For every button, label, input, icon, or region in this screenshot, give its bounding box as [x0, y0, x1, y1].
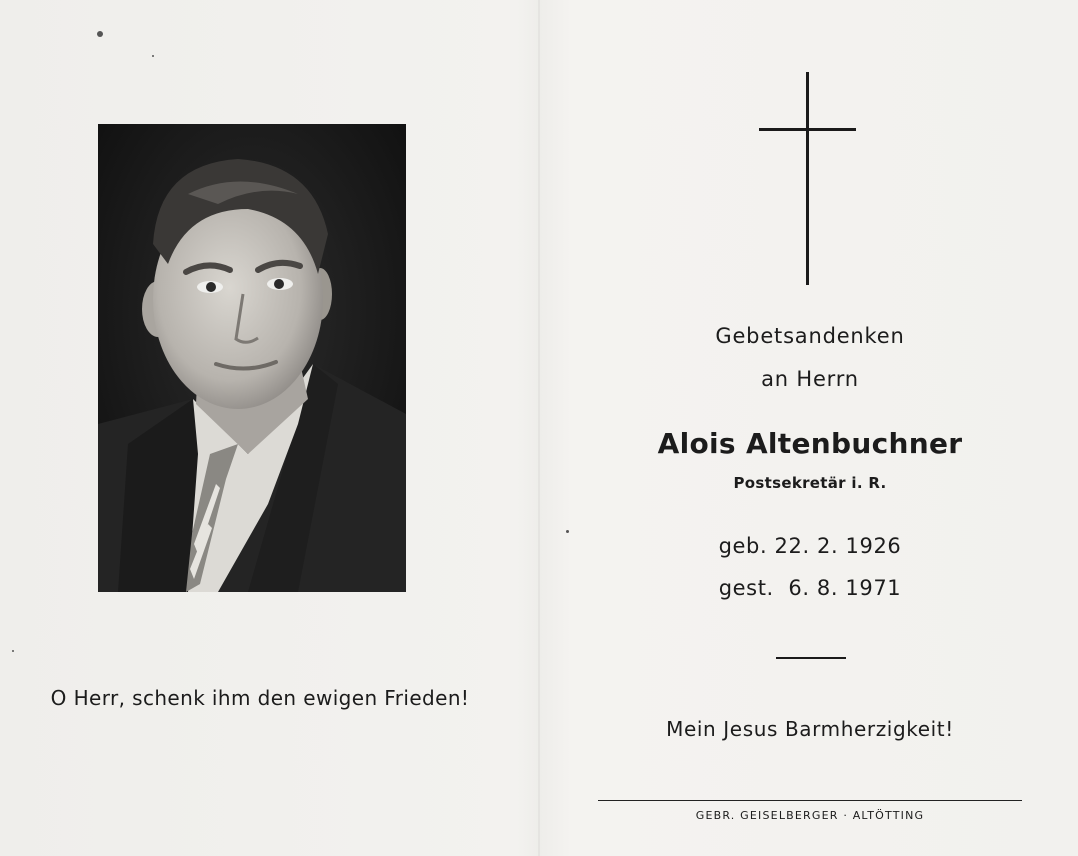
divider-dash: [776, 657, 846, 659]
closing-prayer-text: Mein Jesus Barmherzigkeit!: [666, 717, 954, 741]
death-date: gest. 6. 8. 1971: [718, 576, 902, 600]
heading-gebetsandenken: Gebetsandenken: [715, 324, 905, 348]
left-prayer-text: O Herr, schenk ihm den ewigen Frieden!: [50, 686, 470, 710]
deceased-title: Postsekretär i. R.: [733, 474, 887, 492]
deceased-name: Alois Altenbuchner: [657, 427, 963, 460]
portrait-photo: [98, 124, 406, 592]
paper-speck: [566, 530, 569, 533]
footer-rule: [598, 800, 1022, 801]
paper-speck: [152, 55, 154, 57]
heading-an-herrn: an Herrn: [761, 367, 859, 391]
printer-imprint: GEBR. GEISELBERGER · ALTÖTTING: [695, 809, 925, 822]
birth-date: geb. 22. 2. 1926: [718, 534, 902, 558]
paper-speck: [12, 650, 14, 652]
paper-speck: [97, 31, 103, 37]
card-fold: [538, 0, 540, 856]
